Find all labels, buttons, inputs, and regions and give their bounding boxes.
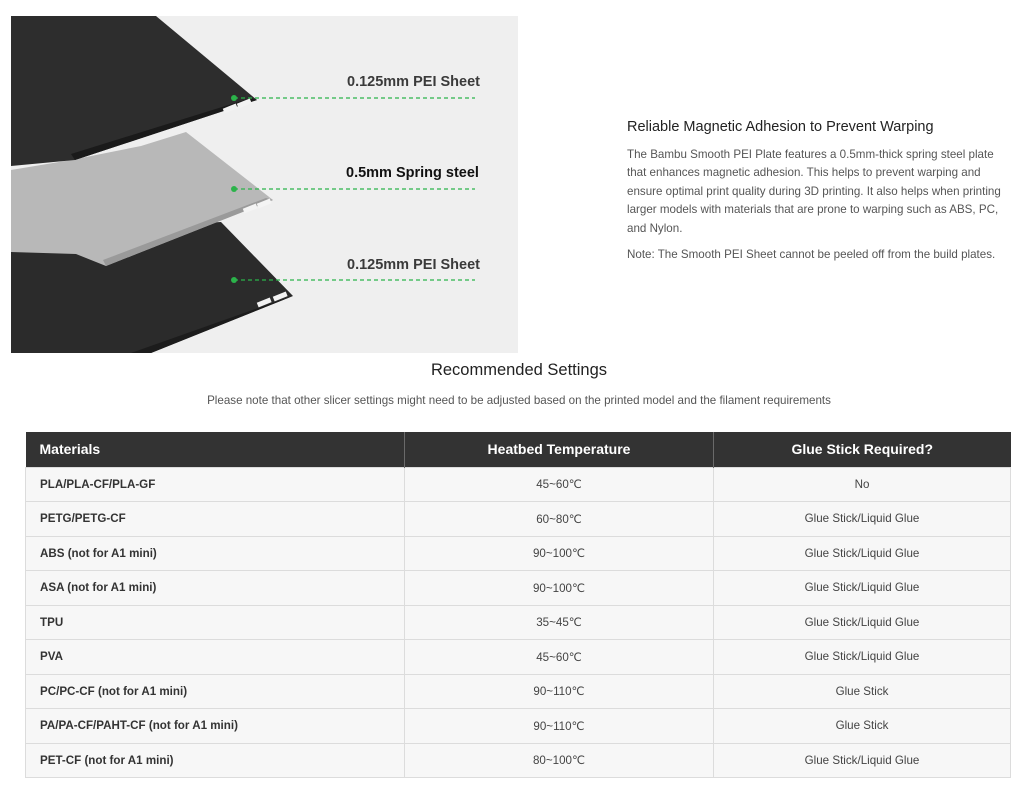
material-cell: PLA/PLA-CF/PLA-GF — [26, 467, 405, 502]
layer-label-top-pei: 0.125mm PEI Sheet — [347, 74, 480, 90]
glue-cell: Glue Stick/Liquid Glue — [714, 640, 1011, 675]
material-cell: PVA — [26, 640, 405, 675]
layer-label-bottom-pei: 0.125mm PEI Sheet — [347, 257, 480, 273]
table-row — [26, 502, 1011, 537]
feature-body: The Bambu Smooth PEI Plate features a 0.5mm-thick spring steel plate that enhances magnetic adhesion. This helps to prevent warping and ensure optimal print quality during 3D printing. It also helps when printing larger models with materials that are prone to warping such as ABS, PC, and Nylon. — [627, 148, 1001, 235]
table-row — [26, 674, 1011, 709]
glue-cell: Glue Stick — [714, 709, 1011, 744]
feature-title: Reliable Magnetic Adhesion to Prevent Warping — [627, 119, 934, 135]
temperature-cell: 90~110℃ — [405, 674, 714, 709]
glue-cell: Glue Stick/Liquid Glue — [714, 743, 1011, 778]
material-cell: PET-CF (not for A1 mini) — [26, 743, 405, 778]
settings-table — [25, 432, 1010, 778]
material-cell: TPU — [26, 605, 405, 640]
layer-label-spring-steel: 0.5mm Spring steel — [346, 165, 479, 181]
glue-cell: No — [714, 467, 1011, 502]
material-cell: PA/PA-CF/PAHT-CF (not for A1 mini) — [26, 709, 405, 744]
material-cell: ASA (not for A1 mini) — [26, 571, 405, 606]
settings-title: Recommended Settings — [430, 361, 608, 379]
temperature-cell: 90~110℃ — [405, 709, 714, 744]
header-glue-stick: Glue Stick Required? — [714, 432, 1011, 467]
feature-description — [627, 119, 1012, 264]
top-pei-sheet — [11, 16, 257, 166]
table-row — [26, 536, 1011, 571]
table-row — [26, 605, 1011, 640]
table-row — [26, 743, 1011, 778]
build-plate-layers-image — [11, 16, 518, 353]
table-row — [26, 467, 1011, 502]
temperature-cell: 90~100℃ — [405, 536, 714, 571]
feature-note: Note: The Smooth PEI Sheet cannot be peeled off from the build plates. — [627, 248, 996, 262]
table-row — [26, 709, 1011, 744]
material-cell: PETG/PETG-CF — [26, 502, 405, 537]
material-cell: PC/PC-CF (not for A1 mini) — [26, 674, 405, 709]
glue-cell: Glue Stick/Liquid Glue — [714, 536, 1011, 571]
material-cell: ABS (not for A1 mini) — [26, 536, 405, 571]
glue-cell: Glue Stick — [714, 674, 1011, 709]
temperature-cell: 90~100℃ — [405, 571, 714, 606]
build-plate-illustration — [11, 16, 518, 353]
table-row — [26, 571, 1011, 606]
temperature-cell: 45~60℃ — [405, 467, 714, 502]
settings-subtitle: Please note that other slicer settings might need to be adjusted based on the printed model and the filament requirements — [207, 394, 831, 407]
glue-cell: Glue Stick/Liquid Glue — [714, 605, 1011, 640]
temperature-cell: 45~60℃ — [405, 640, 714, 675]
temperature-cell: 35~45℃ — [405, 605, 714, 640]
header-heatbed-temperature: Heatbed Temperature — [405, 432, 714, 467]
header-materials: Materials — [26, 432, 405, 467]
temperature-cell: 80~100℃ — [405, 743, 714, 778]
table-row — [26, 640, 1011, 675]
table-header-row — [26, 432, 1011, 467]
glue-cell: Glue Stick/Liquid Glue — [714, 571, 1011, 606]
glue-cell: Glue Stick/Liquid Glue — [714, 502, 1011, 537]
temperature-cell: 60~80℃ — [405, 502, 714, 537]
